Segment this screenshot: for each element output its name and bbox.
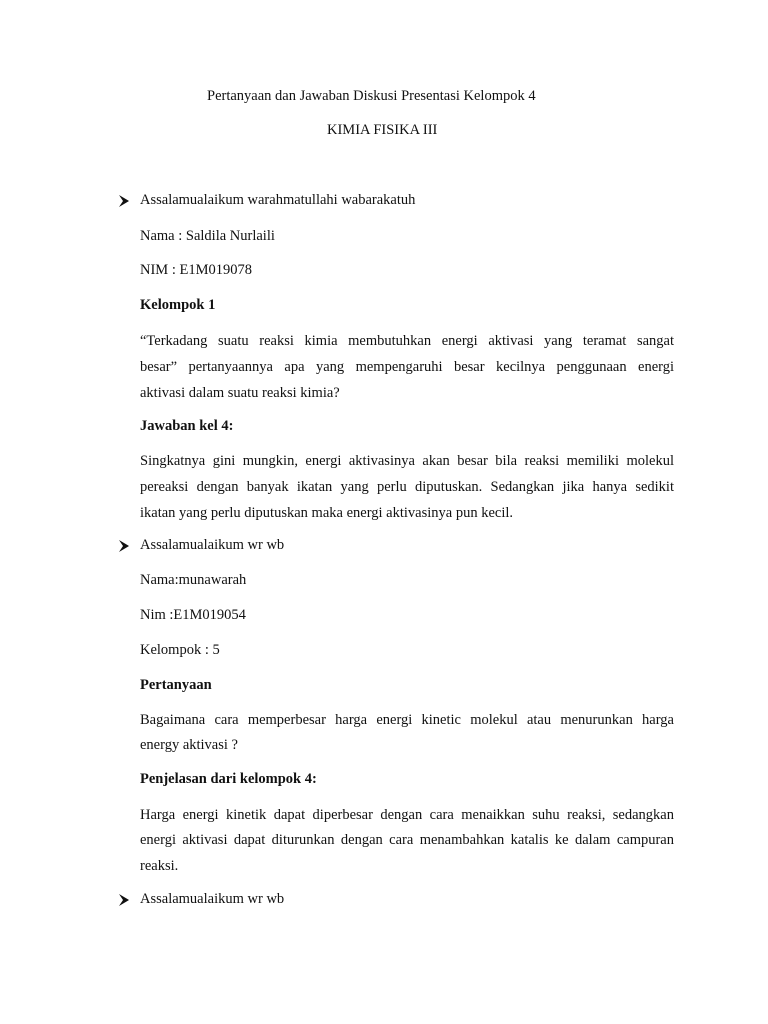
document-title: Pertanyaan dan Jawaban Diskusi Presentasi Kelompok 4 (207, 88, 536, 104)
arrow-bullet-icon (117, 893, 131, 907)
answer-2-line-1: Harga energi kinetik dapat diperbesar dengan cara menaikkan suhu reaksi, sedangkan (140, 807, 674, 823)
nim-1: NIM : E1M019078 (140, 262, 252, 278)
greeting-1: Assalamualaikum warahmatullahi wabarakatuh (140, 192, 416, 208)
answer-2-line-2: energi aktivasi dapat diturunkan dengan cara menambahkan katalis ke dalam campuran (140, 832, 674, 848)
question-1-line-1: “Terkadang suatu reaksi kimia membutuhkan energi aktivasi yang teramat sangat (140, 333, 674, 349)
question-2-line-1: Bagaimana cara memperbesar harga energi kinetic molekul atau menurunkan harga (140, 712, 674, 728)
question-heading-2: Pertanyaan (140, 677, 212, 693)
question-1-line-2: besar” pertanyaannya apa yang mempengaruhi besar kecilnya penggunaan energi (140, 359, 674, 375)
question-1-line-3: aktivasi dalam suatu reaksi kimia? (140, 385, 340, 401)
question-2-line-2: energy aktivasi ? (140, 737, 238, 753)
group-2: Kelompok : 5 (140, 642, 220, 658)
answer-heading-1: Jawaban kel 4: (140, 418, 234, 434)
arrow-bullet-icon (117, 539, 131, 553)
answer-1-line-2: pereaksi dengan banyak ikatan yang perlu diputuskan. Sedangkan jika hanya sedikit (140, 479, 674, 495)
answer-2-line-3: reaksi. (140, 858, 179, 874)
group-1: Kelompok 1 (140, 297, 216, 313)
greeting-2: Assalamualaikum wr wb (140, 537, 285, 553)
document-subtitle: KIMIA FISIKA III (327, 122, 438, 138)
arrow-bullet-icon (117, 194, 131, 208)
answer-heading-2: Penjelasan dari kelompok 4: (140, 771, 317, 787)
greeting-3: Assalamualaikum wr wb (140, 891, 285, 907)
answer-1-line-3: ikatan yang perlu diputuskan maka energi aktivasinya pun kecil. (140, 505, 513, 521)
name-1: Nama : Saldila Nurlaili (140, 228, 275, 244)
name-2: Nama:munawarah (140, 572, 247, 588)
nim-2: Nim :E1M019054 (140, 607, 246, 623)
answer-1-line-1: Singkatnya gini mungkin, energi aktivasinya akan besar bila reaksi memiliki molekul (140, 453, 674, 469)
